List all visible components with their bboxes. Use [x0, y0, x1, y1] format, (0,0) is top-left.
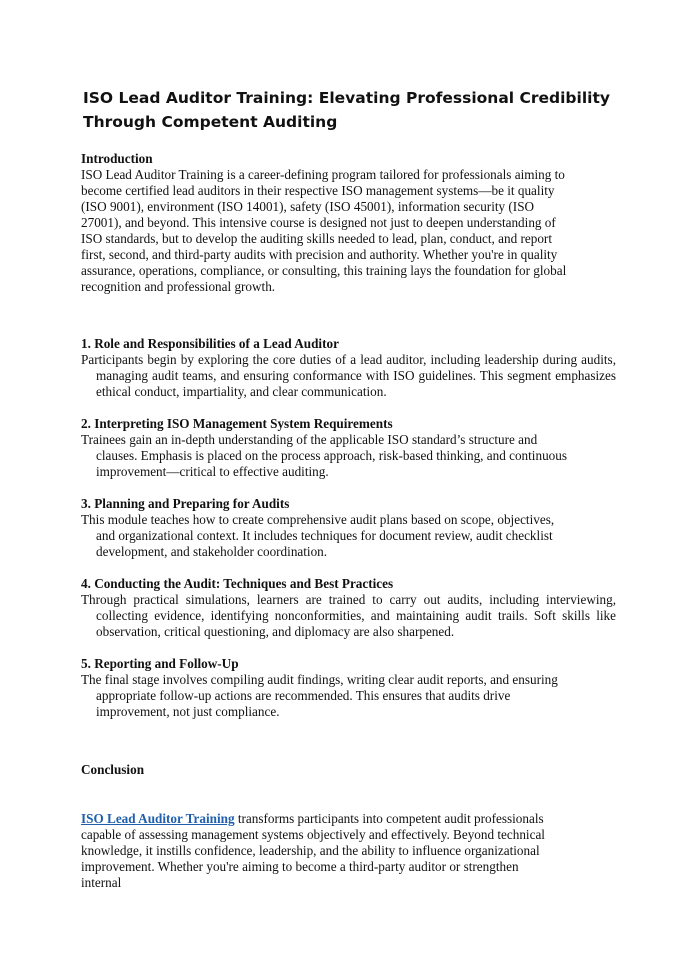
conclusion-first-line: transforms participants into competent audit professionals	[234, 811, 544, 826]
conclusion-heading: Conclusion	[81, 762, 145, 777]
section-2-body: Trainees gain an in-depth understanding of the applicable ISO standard’s structure and clauses. Emphasis is placed on the process approach, risk-based thinking, and continuous improvement—critical to effective auditing.	[81, 432, 567, 479]
section-4-body: Through practical simulations, learners are trained to carry out audits, including interviewing, collecting evidence, identifying nonconformities, and maintaining audit trails. Soft skills like observation, critical questioning, and diplomacy are also sharpened.	[81, 592, 616, 639]
section-5-body: The final stage involves compiling audit findings, writing clear audit reports, and ensuring appropriate follow-up actions are recommended. This ensures that audits drive improvement, not just compliance.	[81, 672, 558, 719]
section-2-heading: 2. Interpreting ISO Management System Requirements	[81, 416, 393, 431]
section-5-heading: 5. Reporting and Follow-Up	[81, 656, 239, 671]
section-4-heading: 4. Conducting the Audit: Techniques and Best Practices	[81, 576, 394, 591]
conclusion-paragraph	[81, 811, 601, 891]
introduction-heading: Introduction	[81, 151, 153, 166]
section-3-body: This module teaches how to create comprehensive audit plans based on scope, objectives, and organizational context. It includes techniques for document review, audit checklist development, and stakeholder coordination.	[81, 512, 555, 559]
section-1-heading: 1. Role and Responsibilities of a Lead Auditor	[81, 336, 339, 351]
introduction-paragraph: ISO Lead Auditor Training is a career-defining program tailored for professionals aiming to become certified lead auditors in their respective ISO management systems—be it quality (ISO 9001), environment (ISO 14001), safety (ISO 45001), information security (ISO 27001), and beyond. This intensive course is designed not just to deepen understanding of ISO standards, but to develop the auditing skills needed to lead, plan, conduct, and report first, second, and third-party audits with precision and authority. Whether you're in quality assurance, operations, compliance, or consulting, this training lays the foundation for global recognition and professional growth.	[81, 167, 567, 294]
conclusion-rest: capable of assessing management systems objectively and effectively. Beyond technical knowledge, it instills confidence, leadership, and the ability to influence organizational improvement. Whether you're aiming to become a third-party auditor or strengthen internal	[81, 827, 545, 890]
page-title: ISO Lead Auditor Training: Elevating Professional Credibility Through Competent Auditing	[83, 89, 610, 131]
iso-lead-auditor-training-link[interactable]: ISO Lead Auditor Training	[81, 811, 235, 826]
section-1-body: Participants begin by exploring the core duties of a lead auditor, including leadership during audits, managing audit teams, and ensuring conformance with ISO guidelines. This segment emphasizes ethical conduct, impartiality, and clear communication.	[81, 352, 616, 399]
section-3-heading: 3. Planning and Preparing for Audits	[81, 496, 290, 511]
